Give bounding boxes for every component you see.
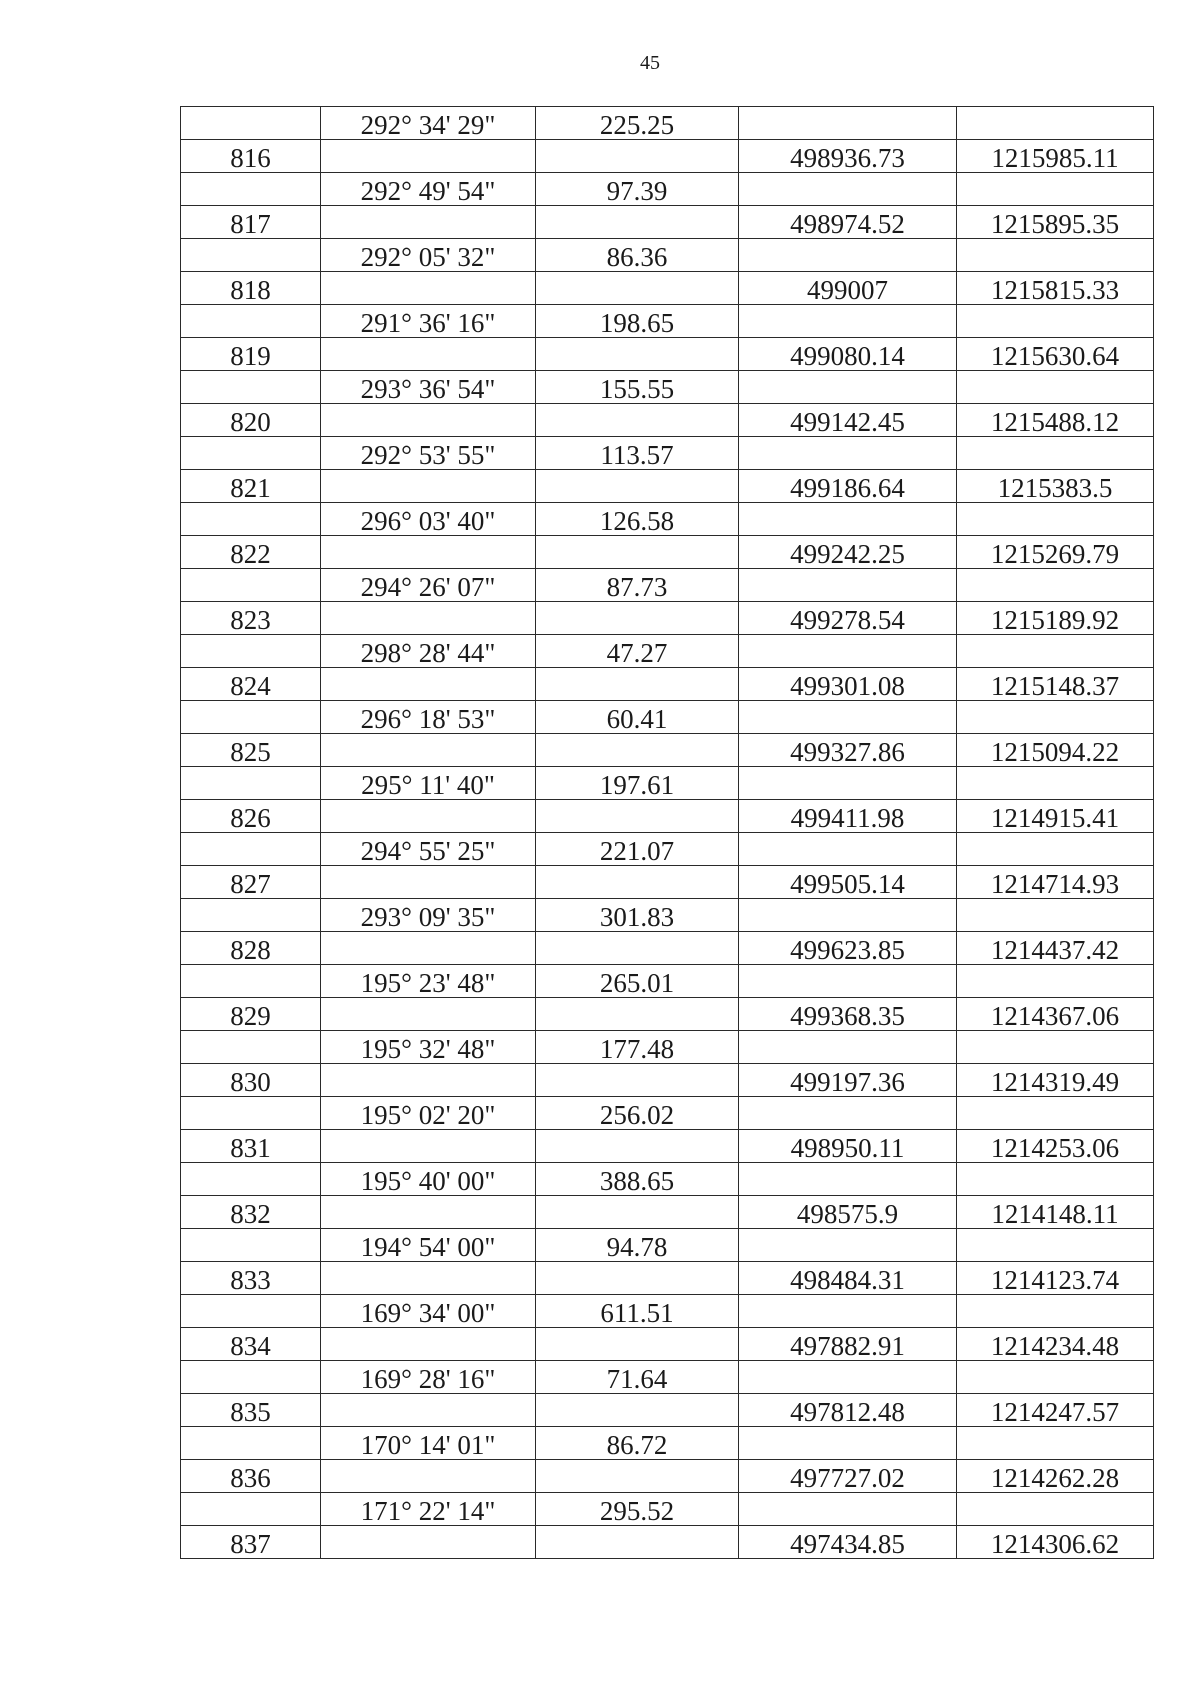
- table-row: [181, 470, 1154, 503]
- table-row: [181, 998, 1154, 1031]
- bearing-cell: [321, 1262, 536, 1295]
- easting-cell: [957, 701, 1154, 734]
- northing-cell: [739, 701, 957, 734]
- northing-cell: [739, 305, 957, 338]
- bearing-cell: [321, 206, 536, 239]
- easting-cell: 1214123.74: [957, 1262, 1154, 1295]
- distance-cell: 113.57: [536, 437, 739, 470]
- point-cell: 837: [181, 1526, 321, 1559]
- table-row: [181, 338, 1154, 371]
- point-cell: [181, 701, 321, 734]
- table-row: [181, 272, 1154, 305]
- easting-cell: [957, 305, 1154, 338]
- point-cell: 820: [181, 404, 321, 437]
- bearing-cell: [321, 932, 536, 965]
- point-cell: [181, 371, 321, 404]
- bearing-cell: 295° 11' 40": [321, 767, 536, 800]
- distance-cell: [536, 338, 739, 371]
- table-row: [181, 1427, 1154, 1460]
- northing-cell: 499411.98: [739, 800, 957, 833]
- distance-cell: 301.83: [536, 899, 739, 932]
- bearing-cell: 298° 28' 44": [321, 635, 536, 668]
- northing-cell: [739, 437, 957, 470]
- point-cell: 830: [181, 1064, 321, 1097]
- northing-cell: 498575.9: [739, 1196, 957, 1229]
- bearing-cell: 293° 36' 54": [321, 371, 536, 404]
- point-cell: 819: [181, 338, 321, 371]
- point-cell: [181, 767, 321, 800]
- table-row: [181, 1493, 1154, 1526]
- bearing-cell: 195° 40' 00": [321, 1163, 536, 1196]
- table-row: [181, 767, 1154, 800]
- point-cell: [181, 305, 321, 338]
- easting-cell: 1214915.41: [957, 800, 1154, 833]
- point-cell: [181, 833, 321, 866]
- table-row: [181, 1031, 1154, 1064]
- northing-cell: 498950.11: [739, 1130, 957, 1163]
- easting-cell: 1215383.5: [957, 470, 1154, 503]
- distance-cell: [536, 1328, 739, 1361]
- distance-cell: 221.07: [536, 833, 739, 866]
- bearing-cell: [321, 668, 536, 701]
- table-row: [181, 899, 1154, 932]
- northing-cell: 499505.14: [739, 866, 957, 899]
- table-row: [181, 1196, 1154, 1229]
- table-row: [181, 734, 1154, 767]
- distance-cell: 97.39: [536, 173, 739, 206]
- table-row: [181, 1229, 1154, 1262]
- northing-cell: [739, 1427, 957, 1460]
- point-cell: 822: [181, 536, 321, 569]
- distance-cell: 86.36: [536, 239, 739, 272]
- distance-cell: [536, 866, 739, 899]
- bearing-cell: [321, 140, 536, 173]
- northing-cell: [739, 833, 957, 866]
- point-cell: 817: [181, 206, 321, 239]
- distance-cell: [536, 734, 739, 767]
- easting-cell: [957, 503, 1154, 536]
- table-row: [181, 239, 1154, 272]
- point-cell: [181, 1097, 321, 1130]
- bearing-cell: 292° 34' 29": [321, 107, 536, 140]
- table-row: [181, 404, 1154, 437]
- distance-cell: [536, 800, 739, 833]
- bearing-cell: 169° 34' 00": [321, 1295, 536, 1328]
- table-row: [181, 437, 1154, 470]
- distance-cell: 198.65: [536, 305, 739, 338]
- distance-cell: [536, 206, 739, 239]
- bearing-cell: [321, 1328, 536, 1361]
- point-cell: 836: [181, 1460, 321, 1493]
- distance-cell: 126.58: [536, 503, 739, 536]
- point-cell: 835: [181, 1394, 321, 1427]
- northing-cell: [739, 899, 957, 932]
- bearing-cell: [321, 338, 536, 371]
- easting-cell: 1215094.22: [957, 734, 1154, 767]
- table-row: [181, 305, 1154, 338]
- northing-cell: 499142.45: [739, 404, 957, 437]
- table-row: [181, 635, 1154, 668]
- bearing-cell: 170° 14' 01": [321, 1427, 536, 1460]
- easting-cell: 1215630.64: [957, 338, 1154, 371]
- bearing-cell: [321, 1130, 536, 1163]
- easting-cell: [957, 107, 1154, 140]
- bearing-cell: 293° 09' 35": [321, 899, 536, 932]
- bearing-cell: [321, 866, 536, 899]
- northing-cell: 499186.64: [739, 470, 957, 503]
- distance-cell: [536, 602, 739, 635]
- bearing-cell: [321, 602, 536, 635]
- bearing-cell: [321, 1064, 536, 1097]
- easting-cell: 1215815.33: [957, 272, 1154, 305]
- easting-cell: [957, 1361, 1154, 1394]
- point-cell: [181, 635, 321, 668]
- table-row: [181, 503, 1154, 536]
- survey-coordinates-table: [180, 106, 1154, 1559]
- table-row: [181, 602, 1154, 635]
- bearing-cell: [321, 1196, 536, 1229]
- bearing-cell: 294° 55' 25": [321, 833, 536, 866]
- northing-cell: [739, 1361, 957, 1394]
- northing-cell: [739, 1295, 957, 1328]
- northing-cell: 499080.14: [739, 338, 957, 371]
- easting-cell: [957, 437, 1154, 470]
- point-cell: 818: [181, 272, 321, 305]
- easting-cell: 1215895.35: [957, 206, 1154, 239]
- northing-cell: 497882.91: [739, 1328, 957, 1361]
- easting-cell: [957, 1097, 1154, 1130]
- table-row: [181, 371, 1154, 404]
- survey-table-body: [181, 107, 1154, 1559]
- northing-cell: [739, 173, 957, 206]
- northing-cell: 499301.08: [739, 668, 957, 701]
- bearing-cell: 195° 23' 48": [321, 965, 536, 998]
- distance-cell: [536, 272, 739, 305]
- northing-cell: 499197.36: [739, 1064, 957, 1097]
- northing-cell: 498936.73: [739, 140, 957, 173]
- distance-cell: 197.61: [536, 767, 739, 800]
- distance-cell: [536, 1262, 739, 1295]
- easting-cell: [957, 1295, 1154, 1328]
- bearing-cell: 195° 02' 20": [321, 1097, 536, 1130]
- northing-cell: [739, 1163, 957, 1196]
- bearing-cell: 195° 32' 48": [321, 1031, 536, 1064]
- page-number: 45: [640, 52, 660, 74]
- point-cell: 827: [181, 866, 321, 899]
- easting-cell: 1214367.06: [957, 998, 1154, 1031]
- table-row: [181, 1394, 1154, 1427]
- table-row: [181, 1163, 1154, 1196]
- distance-cell: 177.48: [536, 1031, 739, 1064]
- bearing-cell: [321, 800, 536, 833]
- point-cell: [181, 1031, 321, 1064]
- northing-cell: [739, 371, 957, 404]
- distance-cell: 86.72: [536, 1427, 739, 1460]
- easting-cell: [957, 899, 1154, 932]
- point-cell: [181, 1361, 321, 1394]
- easting-cell: 1214148.11: [957, 1196, 1154, 1229]
- northing-cell: [739, 1493, 957, 1526]
- easting-cell: 1214253.06: [957, 1130, 1154, 1163]
- distance-cell: [536, 1130, 739, 1163]
- table-row: [181, 1262, 1154, 1295]
- distance-cell: 94.78: [536, 1229, 739, 1262]
- distance-cell: [536, 536, 739, 569]
- point-cell: 828: [181, 932, 321, 965]
- bearing-cell: [321, 998, 536, 1031]
- distance-cell: [536, 932, 739, 965]
- table-row: [181, 536, 1154, 569]
- easting-cell: [957, 1229, 1154, 1262]
- northing-cell: 499368.35: [739, 998, 957, 1031]
- distance-cell: [536, 1460, 739, 1493]
- easting-cell: 1214247.57: [957, 1394, 1154, 1427]
- table-row: [181, 107, 1154, 140]
- bearing-cell: 169° 28' 16": [321, 1361, 536, 1394]
- easting-cell: [957, 767, 1154, 800]
- point-cell: [181, 437, 321, 470]
- bearing-cell: [321, 1394, 536, 1427]
- bearing-cell: [321, 1460, 536, 1493]
- bearing-cell: 171° 22' 14": [321, 1493, 536, 1526]
- easting-cell: [957, 833, 1154, 866]
- point-cell: 831: [181, 1130, 321, 1163]
- northing-cell: 499623.85: [739, 932, 957, 965]
- easting-cell: [957, 569, 1154, 602]
- easting-cell: [957, 1427, 1154, 1460]
- distance-cell: [536, 140, 739, 173]
- distance-cell: [536, 998, 739, 1031]
- point-cell: [181, 569, 321, 602]
- table-row: [181, 800, 1154, 833]
- northing-cell: [739, 1097, 957, 1130]
- table-row: [181, 173, 1154, 206]
- easting-cell: 1215488.12: [957, 404, 1154, 437]
- point-cell: [181, 503, 321, 536]
- easting-cell: 1214306.62: [957, 1526, 1154, 1559]
- point-cell: 816: [181, 140, 321, 173]
- point-cell: 829: [181, 998, 321, 1031]
- easting-cell: 1214319.49: [957, 1064, 1154, 1097]
- point-cell: 823: [181, 602, 321, 635]
- point-cell: 821: [181, 470, 321, 503]
- table-row: [181, 668, 1154, 701]
- easting-cell: 1214437.42: [957, 932, 1154, 965]
- distance-cell: [536, 1196, 739, 1229]
- point-cell: 833: [181, 1262, 321, 1295]
- distance-cell: 47.27: [536, 635, 739, 668]
- easting-cell: [957, 173, 1154, 206]
- distance-cell: 388.65: [536, 1163, 739, 1196]
- distance-cell: 611.51: [536, 1295, 739, 1328]
- bearing-cell: [321, 734, 536, 767]
- northing-cell: [739, 965, 957, 998]
- northing-cell: 498974.52: [739, 206, 957, 239]
- distance-cell: 71.64: [536, 1361, 739, 1394]
- easting-cell: 1214262.28: [957, 1460, 1154, 1493]
- point-cell: 825: [181, 734, 321, 767]
- distance-cell: 225.25: [536, 107, 739, 140]
- bearing-cell: 194° 54' 00": [321, 1229, 536, 1262]
- table-row: [181, 932, 1154, 965]
- point-cell: [181, 1493, 321, 1526]
- bearing-cell: [321, 404, 536, 437]
- point-cell: 824: [181, 668, 321, 701]
- northing-cell: 499007: [739, 272, 957, 305]
- northing-cell: 499278.54: [739, 602, 957, 635]
- easting-cell: [957, 1031, 1154, 1064]
- point-cell: 826: [181, 800, 321, 833]
- northing-cell: [739, 503, 957, 536]
- bearing-cell: 292° 49' 54": [321, 173, 536, 206]
- easting-cell: [957, 371, 1154, 404]
- easting-cell: 1215985.11: [957, 140, 1154, 173]
- point-cell: [181, 173, 321, 206]
- table-row: [181, 1361, 1154, 1394]
- point-cell: [181, 1229, 321, 1262]
- easting-cell: [957, 1493, 1154, 1526]
- easting-cell: [957, 1163, 1154, 1196]
- northing-cell: [739, 239, 957, 272]
- table-row: [181, 1130, 1154, 1163]
- northing-cell: [739, 1031, 957, 1064]
- table-row: [181, 701, 1154, 734]
- northing-cell: [739, 635, 957, 668]
- distance-cell: [536, 1526, 739, 1559]
- easting-cell: [957, 965, 1154, 998]
- point-cell: [181, 899, 321, 932]
- easting-cell: 1214714.93: [957, 866, 1154, 899]
- point-cell: [181, 239, 321, 272]
- table-row: [181, 866, 1154, 899]
- table-row: [181, 1097, 1154, 1130]
- point-cell: [181, 1427, 321, 1460]
- table-row: [181, 1526, 1154, 1559]
- northing-cell: 499242.25: [739, 536, 957, 569]
- distance-cell: [536, 1064, 739, 1097]
- bearing-cell: [321, 272, 536, 305]
- easting-cell: [957, 239, 1154, 272]
- table-row: [181, 833, 1154, 866]
- bearing-cell: [321, 470, 536, 503]
- northing-cell: [739, 107, 957, 140]
- easting-cell: 1215269.79: [957, 536, 1154, 569]
- table-row: [181, 1295, 1154, 1328]
- northing-cell: [739, 1229, 957, 1262]
- table-row: [181, 1328, 1154, 1361]
- distance-cell: [536, 1394, 739, 1427]
- easting-cell: 1215189.92: [957, 602, 1154, 635]
- northing-cell: 498484.31: [739, 1262, 957, 1295]
- distance-cell: [536, 668, 739, 701]
- point-cell: [181, 1295, 321, 1328]
- northing-cell: [739, 767, 957, 800]
- northing-cell: 497812.48: [739, 1394, 957, 1427]
- distance-cell: 295.52: [536, 1493, 739, 1526]
- bearing-cell: [321, 536, 536, 569]
- northing-cell: [739, 569, 957, 602]
- table-row: [181, 206, 1154, 239]
- easting-cell: 1215148.37: [957, 668, 1154, 701]
- distance-cell: 60.41: [536, 701, 739, 734]
- northing-cell: 499327.86: [739, 734, 957, 767]
- table-row: [181, 140, 1154, 173]
- point-cell: [181, 965, 321, 998]
- distance-cell: [536, 470, 739, 503]
- bearing-cell: 292° 53' 55": [321, 437, 536, 470]
- bearing-cell: 291° 36' 16": [321, 305, 536, 338]
- easting-cell: 1214234.48: [957, 1328, 1154, 1361]
- bearing-cell: 294° 26' 07": [321, 569, 536, 602]
- distance-cell: 265.01: [536, 965, 739, 998]
- point-cell: 834: [181, 1328, 321, 1361]
- point-cell: [181, 1163, 321, 1196]
- table-row: [181, 965, 1154, 998]
- bearing-cell: 292° 05' 32": [321, 239, 536, 272]
- northing-cell: 497727.02: [739, 1460, 957, 1493]
- distance-cell: 155.55: [536, 371, 739, 404]
- distance-cell: [536, 404, 739, 437]
- distance-cell: 256.02: [536, 1097, 739, 1130]
- table-row: [181, 1460, 1154, 1493]
- easting-cell: [957, 635, 1154, 668]
- bearing-cell: 296° 18' 53": [321, 701, 536, 734]
- point-cell: 832: [181, 1196, 321, 1229]
- table-row: [181, 569, 1154, 602]
- bearing-cell: [321, 1526, 536, 1559]
- northing-cell: 497434.85: [739, 1526, 957, 1559]
- bearing-cell: 296° 03' 40": [321, 503, 536, 536]
- table-row: [181, 1064, 1154, 1097]
- point-cell: [181, 107, 321, 140]
- distance-cell: 87.73: [536, 569, 739, 602]
